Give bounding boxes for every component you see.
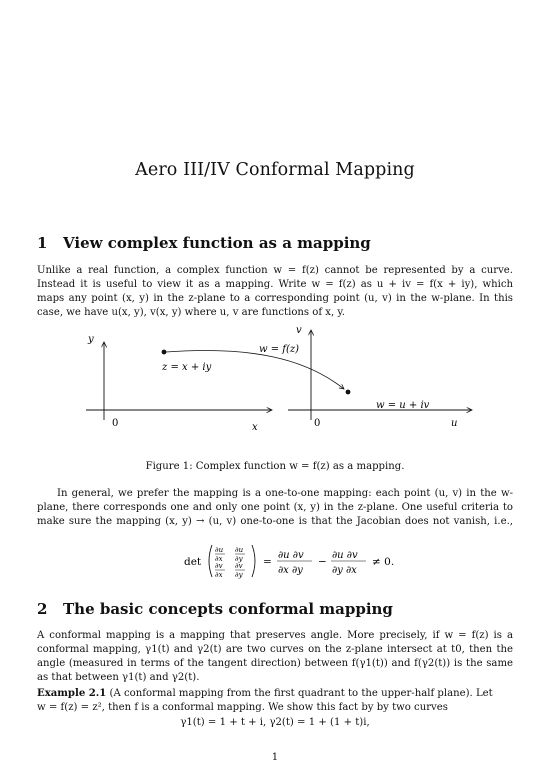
section-1-paragraph-1 — [37, 264, 513, 320]
paragraph-line: w = f(z) = z², then f is a conformal mapping. We show this fact by by two curves — [37, 702, 448, 713]
svg-text:∂x: ∂x — [215, 555, 223, 563]
svg-text:∂u ∂v: ∂u ∂v — [332, 550, 358, 561]
point-w — [346, 390, 351, 395]
point-w-label: w = u + iv — [376, 400, 430, 411]
svg-text:∂y: ∂y — [235, 555, 243, 563]
svg-text:∂v: ∂v — [235, 562, 243, 570]
paragraph-line: In general, we prefer the mapping is a one-to-one mapping: each point (u, v) in the w- — [57, 488, 513, 499]
svg-text:∂x: ∂x — [215, 571, 223, 579]
point-z — [162, 350, 167, 355]
example-rest: Let — [475, 688, 493, 699]
right-origin-label: 0 — [314, 418, 321, 429]
paragraph-line: maps any point (x, y) in the z-plane to a corresponding point (u, v) in the w-plane. In this — [37, 293, 513, 304]
section-2-number: 2 — [37, 600, 48, 618]
svg-text:∂v: ∂v — [215, 562, 223, 570]
example-heading-line — [37, 687, 513, 701]
paragraph-line: Instead it is useful to view it as a mapping. Write w = f(z) as u + iv = f(x + iy), which — [37, 279, 513, 290]
paragraph-line: A conformal mapping is a mapping that preserves angle. More precisely, if w = f(z) is a — [37, 630, 513, 641]
document-title: Aero III/IV Conformal Mapping — [135, 160, 415, 180]
det-word: det — [184, 556, 202, 568]
section-2-heading — [37, 600, 393, 618]
section-1-heading — [37, 234, 371, 252]
example-label: Example 2.1 — [37, 688, 107, 699]
right-y-label: v — [296, 325, 302, 336]
paragraph-line: plane, there corresponds one and only one point (x, y) in the z-plane. One useful criteria to — [37, 502, 513, 513]
svg-text:∂y: ∂y — [235, 571, 243, 579]
paragraph-line: conformal mapping, γ1(t) and γ2(t) are two curves on the z-plane intersect at t0, then the — [37, 644, 513, 655]
svg-text:≠ 0.: ≠ 0. — [372, 556, 395, 568]
svg-text:∂u ∂v: ∂u ∂v — [278, 550, 304, 561]
paragraph-line: case, we have u(x, y), v(x, y) where u, v are functions of x, y. — [37, 307, 345, 318]
left-y-label: y — [88, 334, 94, 345]
svg-text:=: = — [263, 556, 272, 568]
section-1-title: View complex function as a mapping — [63, 234, 371, 252]
right-x-label: u — [451, 418, 458, 429]
svg-text:∂u: ∂u — [235, 546, 244, 554]
arrow-label: w = f(z) — [259, 344, 300, 355]
paragraph-line: Unlike a real function, a complex function w = f(z) cannot be represented by a curve. — [37, 265, 513, 276]
paragraph-line: as that between γ1(t) and γ2(t). — [37, 672, 200, 683]
figure-caption: Figure 1: Complex function w = f(z) as a mapping. — [145, 461, 405, 472]
jacobian-equation — [0, 540, 550, 582]
example-title: (A conformal mapping from the first quadrant to the upper-half plane). — [109, 688, 473, 699]
page-number: 1 — [271, 752, 279, 763]
svg-text:∂u: ∂u — [215, 546, 224, 554]
svg-text:∂y ∂x: ∂y ∂x — [332, 565, 357, 576]
example-2-1 — [37, 687, 513, 715]
svg-text:−: − — [318, 556, 327, 568]
paragraph-line: angle (measured in terms of the tangent direction) between f(γ1(t)) and f(γ2(t)) is the same — [37, 658, 513, 669]
point-z-label: z = x + iy — [162, 362, 212, 373]
paragraph-line: make sure the mapping (x, y) → (u, v) one-to-one is that the Jacobian does not vanish, i.e., — [37, 516, 513, 527]
section-2-title: The basic concepts conformal mapping — [63, 600, 393, 618]
curves-equation: γ1(t) = 1 + t + i, γ2(t) = 1 + (1 + t)i, — [180, 717, 370, 728]
mapping-figure — [0, 318, 550, 438]
left-x-label: x — [252, 422, 258, 433]
svg-text:∂x ∂y: ∂x ∂y — [278, 565, 303, 576]
section-2-paragraph-1 — [37, 629, 513, 685]
section-1-number: 1 — [37, 234, 48, 252]
left-origin-label: 0 — [112, 418, 119, 429]
section-1-paragraph-2 — [37, 487, 513, 529]
